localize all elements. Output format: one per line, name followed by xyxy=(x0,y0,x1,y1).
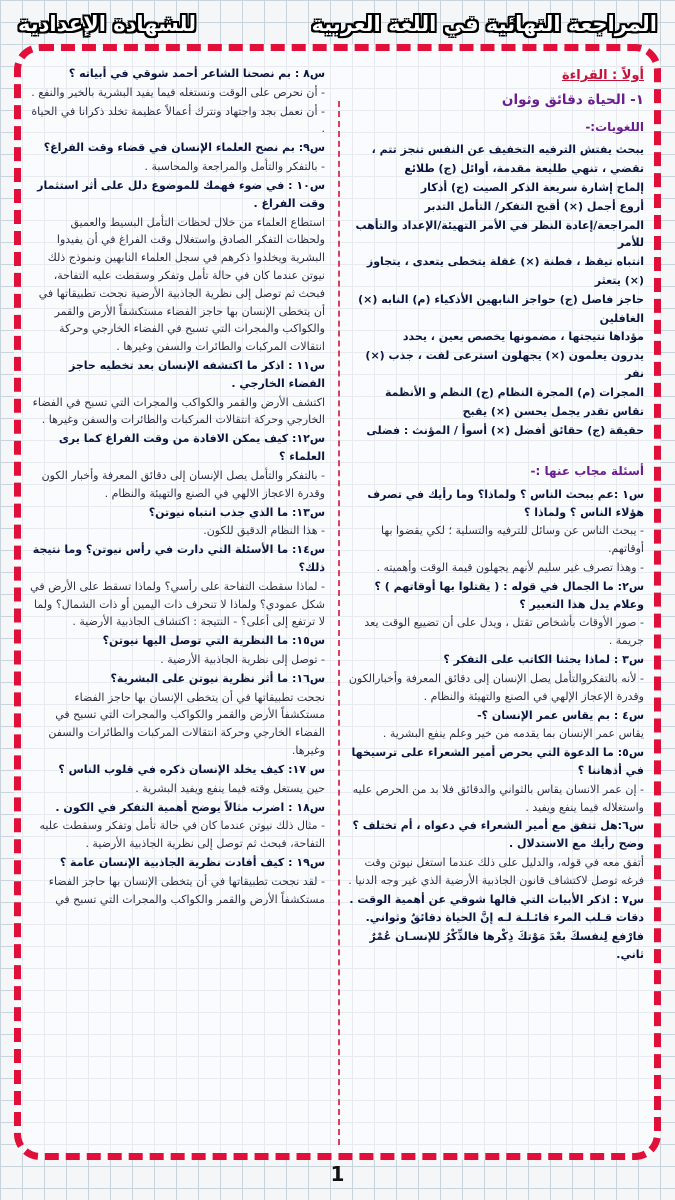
content-frame xyxy=(14,44,661,1160)
answer: يقاس عمر الإنسان بما يقدمه من خير وعلم ينفع البشرية . xyxy=(382,727,644,741)
header-subtitle: للشهادة الإعدادية xyxy=(18,12,196,36)
answer: - إن عمر الانسان يقاس بالثواني والدقائق فلا بد من الحرص عليه واستغلاله فيما ينفع ويفيد . xyxy=(352,782,644,814)
vocab-heading: اللغويات:- xyxy=(585,119,644,134)
question: س١٤: ما الأسئلة التي دارت في رأس نيوتن؟ وما نتيجة ذلك؟ xyxy=(32,543,325,574)
answer: حين يستغل وقته فيما ينفع ويفيد البشرية . xyxy=(135,781,325,795)
question: س١٦: ما أثر نظرية نيوتن على البشرية؟ xyxy=(110,671,325,685)
question: س٩: بم نصح العلماء الإنسان في قضاء وقت الفراغ؟ xyxy=(43,141,325,155)
poem-verses xyxy=(348,909,644,963)
vocab-row: إلماح إشارة سريعة الذكر الصيت (ج) أذكار xyxy=(420,180,644,194)
left-qa-list xyxy=(29,65,325,908)
vocab-row: انتباه تيقظ ، فطنة (×) غفلة يتخطى يتعدى ، يتجاوز xyxy=(366,255,644,269)
answer: - أن نعمل بجد واجتهاد ونترك أعمالاً عظيمة تخلد ذكرانا في الحياة . xyxy=(31,104,325,136)
answer: - يبحث الناس عن وسائل للترفيه والتسلية ؛ لكي يقضوا بها أوقاتهم. xyxy=(381,524,644,556)
right-column xyxy=(348,65,644,1145)
answer: - وهذا تصرف غير سليم لأنهم يجهلون قيمة الوقت وأهميته . xyxy=(376,561,644,575)
verse-line: دقات قـلب المرء قائـلـة لـه إنَّ الحياة دقائقٌ وثواني. xyxy=(365,911,644,925)
vocab-row: حقيقة (ج) حقائق أفضل (×) أسوأ / المؤنث : فضلى xyxy=(366,423,644,437)
question: س١ :عم يبحث الناس ؟ ولماذا؟ وما رأيك في تصرف هؤلاء الناس ؟ ولماذا ؟ xyxy=(367,487,644,519)
vocab-row: مؤداها نتيجتها ، مضمونها يخصص يعين ، يحدد xyxy=(402,330,644,344)
answer: - أن نحرص على الوقت ونستغله فيما يفيد البشرية بالخير والنفع . xyxy=(31,85,325,99)
answer: نجحت تطبيقاتها في أن يتخطى الإنسان بها حاجز الفضاء مستكشفاً الأرض والقمر والكواكب والمجرات التي تسبح في الفضاء الخارجي وحركة انتقالات المركبات والطائرات والسفن وغيرها. xyxy=(48,690,325,758)
question: س٥: ما الدعوة التي يحرص أمير الشعراء على ترسيخها في أذهاننا ؟ xyxy=(351,746,644,777)
vocab-list xyxy=(348,141,644,439)
vocab-row: (×) يتعثر xyxy=(594,274,644,288)
answer: - صور الأوقات بأشخاص تقتل ، ويدل على أن تضييع الوقت يعد جريمة . xyxy=(364,616,644,648)
answer: اكتشف الأرض والقمر والكواكب والمجرات التي تسبح في الفضاء الخارجي وحركة انتقالات المركبات والطائرات والسفن وغيرها . xyxy=(32,395,325,427)
vocab-row: الغافلين xyxy=(599,311,644,325)
vocab-row: حاجز فاصل (ج) حواجز النابهين الأذكياء (م) النابه (×) xyxy=(358,292,644,306)
vocab-row: المراجعة/إعادة النظر في الأمر التهيئة/الإعداد والتأهب للأمر xyxy=(355,218,644,250)
question: س١١ : اذكر ما اكتشفه الإنسان بعد تخطيه حاجز الفضاء الخارجي . xyxy=(69,359,325,390)
question: س١٣: ما الذي جذب انتباه نيوتن؟ xyxy=(148,505,325,519)
column-divider xyxy=(338,101,340,1145)
verse-line: فارْفع لِنفسكَ بعْدَ مَوْتكَ ذِكْرها فالذِّكْرُ للإنسـان عُمْرٌ ثاني. xyxy=(369,930,644,962)
question: س ١٧: كيف يخلد الإنسان ذكره في قلوب الناس ؟ xyxy=(58,762,325,776)
answer: - لقد نجحت تطبيقاتها في أن يتخطى الإنسان بها حاجز الفضاء مستكشفاً الأرض والقمر والكواكب والمجرات التي تسبح في xyxy=(48,874,325,906)
answer: - هذا النظام الدقيق للكون. xyxy=(203,524,325,538)
answer: - لأنه بالتفكروالتأمل يصل الإنسان إلى دقائق المعرفة وأخبارالكون وقدرة الإعجاز الإلهي في الصنع والتهيئة والنظام . xyxy=(348,671,644,703)
answer: - بالتفكر والتأمل والمراجعة والمحاسبة . xyxy=(144,160,325,174)
answer: - لماذا سقطت التفاحة على رأسي؟ ولماذا تسقط على الأرض في شكل عمودي؟ ولماذا لا تنحرف ذات اليمين أو ذات الشمال؟ ولما لا ترتفع إلى أعلى؟ - النتيجة : اكتشاف الجاذبية الأرضية . xyxy=(30,579,325,629)
question: س٧ : اذكر الأبيات التي قالها شوقي عن أهمية الوقت . xyxy=(349,892,644,906)
vocab-row: تقضي ، تنهي طليعة مقدمة، أوائل (ج) طلائع xyxy=(404,162,644,176)
answer: - توصل إلى نظرية الجاذبية الأرضية . xyxy=(160,653,325,666)
vocab-row: يبحث يفتش الترفيه التخفيف عن النفس تنجز تتم ، xyxy=(371,143,644,157)
answer: استطاع العلماء من خلال لحظات التأمل البسيط والعميق ولحظات التفكر الصادق واستغلال وقت الفراغ في أن يفيدوا البشرية ويخلدوا ذكرهم في سجل العلماء النابهين ونموذج ذلك نيوتن عندما كان في حالة تأمل وتفكر وسقطت عليه التفاحة، فبحث ثم توصل إلى نظرية الجاذبية الأرضية نجحت تطبيقاتها في أن يتخطى الإنسان بها حاجز الفضاء مستكشفاً الأرض والقمر والكواكب والمجرات التي تسبح في الفضاء الخارجي وحركة انتقالات المركبات والطائرات والسفن وغيرها . xyxy=(38,215,325,354)
question: س٣ : لماذا يحثنا الكاتب على التفكر ؟ xyxy=(443,653,644,667)
question: س٦:هل تتفق مع أمير الشعراء في دعواه ، أم تختلف ؟ وضح رأيك مع الاستدلال . xyxy=(352,819,644,851)
vocab-row: يدرون يعلمون (×) يجهلون استرعى لفت ، جذب (×) نفر xyxy=(365,349,644,381)
question: س٨ : بم نصحنا الشاعر أحمد شوقي في أبياته ؟ xyxy=(68,67,325,80)
right-qa-list xyxy=(348,486,644,909)
page-number: 1 xyxy=(330,1162,345,1186)
question: س١٨ : اضرب مثالاً يوضح أهمية التفكر في الكون . xyxy=(55,800,325,814)
lesson-title: ١- الحياة دقائق وثوان xyxy=(501,92,644,109)
question: س١٥: ما النظرية التي توصل اليها نيوتن؟ xyxy=(102,634,325,648)
answer: أتفق معه في قوله، والدليل على ذلك عندما استغل نيوتن وقت فرغه توصل لاكتشاف قانون الجاذبية الأرضية الذي غير وجه الدنيا . xyxy=(348,856,644,887)
question: س٢: ما الجمال في قوله : ( يقتلوا بها أوقاتهم ) ؟ وعلام يدل هذا التعبير ؟ xyxy=(374,579,644,611)
left-column xyxy=(29,65,325,1145)
section-title: أولاً : القراءة xyxy=(561,68,644,83)
header-title: المراجعة النهائية في اللغة العربية xyxy=(311,12,657,36)
vocab-row: تقاس تقدر يجمل يحسن (×) يقبح xyxy=(462,404,644,418)
question: س٤ : بم يقاس عمر الإنسان ؟- xyxy=(477,708,644,722)
vocab-row: أروع أجمل (×) أقبح التفكر/ التأمل التدبر xyxy=(424,199,644,213)
question: س١٠ : في ضوء فهمك للموضوع دلل على أثر استثمار وقت الفراغ . xyxy=(37,178,325,210)
question: س١٩ : كيف أفادت نظرية الجاذبية الإنسان عامة ؟ xyxy=(59,855,325,869)
page-header xyxy=(0,6,675,42)
question: س١٢: كيف يمكن الافادة من وقت الفراغ كما يرى العلماء ؟ xyxy=(58,432,325,464)
vocab-row: المجرات (م) المجرة النظام (ج) النظم و الأنظمة xyxy=(384,385,644,399)
answer: - مثال ذلك نيوتن عندما كان في حالة تأمل وتفكر وسقطت عليه التفاحة، فبحث ثم توصل إلى نظرية الجاذبية الأرضية . xyxy=(39,819,325,851)
answer: - بالتفكر والتأمل يصل الإنسان إلى دقائق المعرفة وأخبار الكون وقدرة الاعجاز الالهي في الصنع والتهيئة والنظام . xyxy=(41,468,325,500)
qa-heading: أسئلة مجاب عنها :- xyxy=(530,464,644,479)
